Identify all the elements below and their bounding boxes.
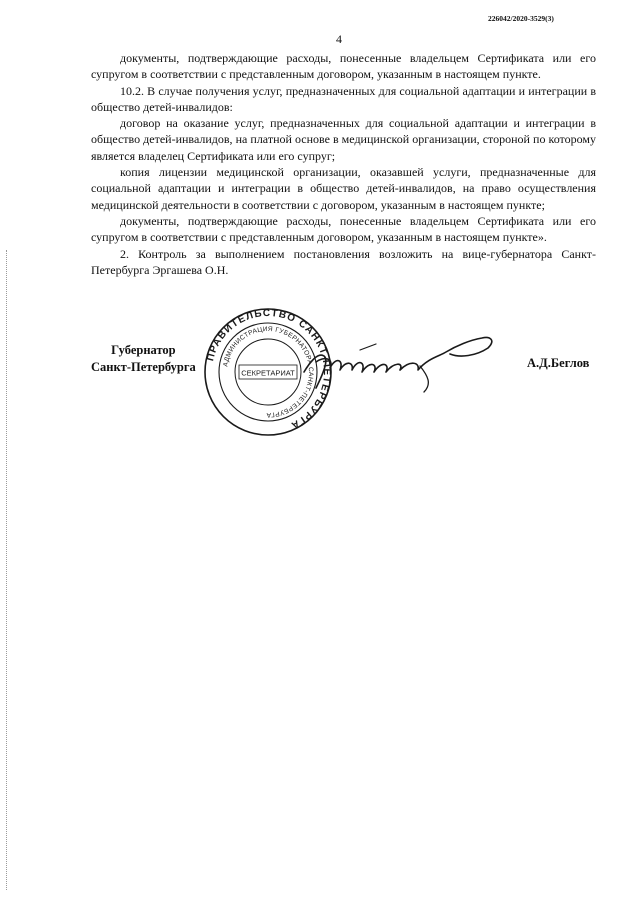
paragraph: договор на оказание услуг, предназначенных для социальной адаптации и интеграции в общество детей-инвалидов, на платной основе в медицинской организации, стороной по которому является владелец Сертификата или его супруг; <box>91 116 596 163</box>
document-body <box>91 50 596 278</box>
signatory-title-line2: Санкт-Петербурга <box>91 360 196 374</box>
signatory-name: А.Д.Беглов <box>527 356 590 370</box>
paragraph: копия лицензии медицинской организации, оказавшей услуги, предназначенные для социальной адаптации и интеграции в общество детей-инвалидов, на право осуществления медицинской деятельности в соответствии с договором, указанным в настоящем пункте; <box>91 165 596 212</box>
seal-center-text: СЕКРЕТАРИАТ <box>241 368 295 378</box>
seal-inner-text: АДМИНИСТРАЦИЯ ГУБЕРНАТОРА САНКТ-ПЕТЕРБУРГА <box>222 325 315 419</box>
document-number: 226042/2020-3529(3) <box>488 14 554 23</box>
page-number: 4 <box>336 32 342 46</box>
handwritten-signature <box>300 322 510 394</box>
paragraph: документы, подтверждающие расходы, понесенные владельцем Сертификата или его супругом в соответствии с представленным договором, указанным в настоящем пункте». <box>91 213 596 245</box>
paragraph: 10.2. В случае получения услуг, предназначенных для социальной адаптации и интеграции в общество детей-инвалидов: <box>91 83 596 114</box>
scan-edge-line <box>6 250 8 890</box>
paragraph: 2. Контроль за выполнением постановления возложить на вице-губернатора Санкт-Петербурга Эргашева О.Н. <box>91 246 596 277</box>
signatory-title-line1: Губернатор <box>111 343 176 357</box>
paragraph: документы, подтверждающие расходы, понесенные владельцем Сертификата или его супругом в соответствии с представленным договором, указанным в настоящем пункте. <box>91 51 596 82</box>
signatory-title <box>91 342 196 376</box>
seal-outer-text: ПРАВИТЕЛЬСТВО САНКТ-ПЕТЕРБУРГА <box>205 307 333 431</box>
